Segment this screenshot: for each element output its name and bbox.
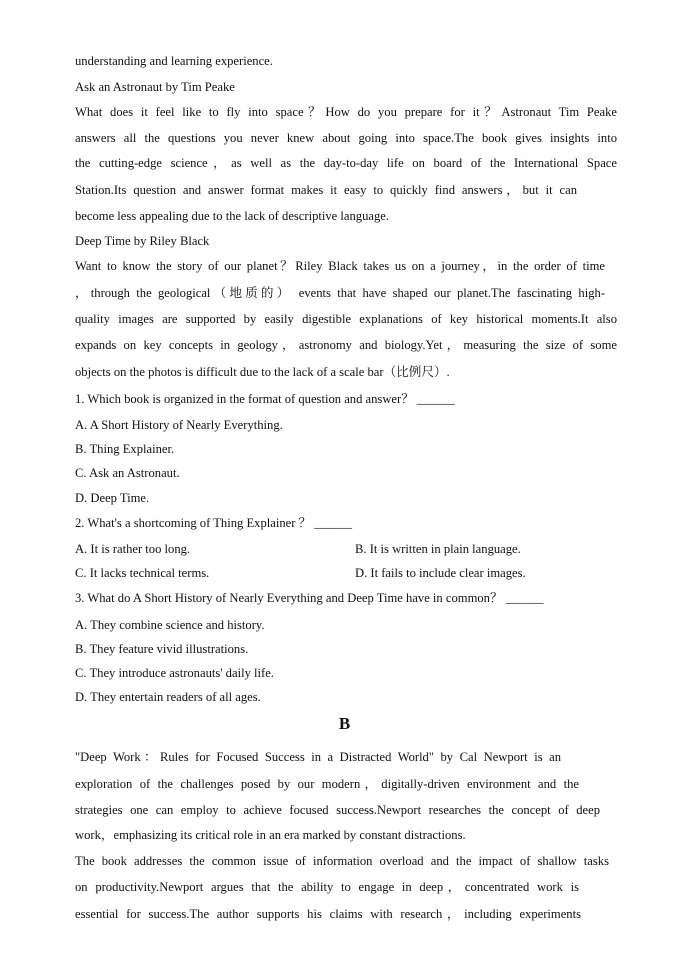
- paragraph-line: ，through the geological（地质的） events that have shaped our planet.The fascinating high-: [75, 286, 605, 300]
- paragraph-line: exploration of the challenges posed by our modern，digitally-driven environment and the: [75, 777, 579, 791]
- paragraph-line: strategies one can employ to achieve focused success.Newport researches the concept of deep: [75, 803, 600, 817]
- question-3-option-b: B. They feature vivid illustrations.: [75, 642, 249, 656]
- paragraph-line: quality images are supported by easily digestible explanations of key historical moments.It also: [75, 312, 617, 326]
- paragraph-line: expands on key concepts in geology，astronomy and biology.Yet，measuring the size of some: [75, 338, 617, 352]
- question-1-stem: 1. Which book is organized in the format of question and answer？ ______: [75, 392, 455, 406]
- paragraph-line: Want to know the story of our planet？Riley Black takes us on a journey，in the order of time: [75, 259, 605, 273]
- paragraph-line: answers all the questions you never knew about going into space.The book gives insights into: [75, 131, 617, 145]
- question-1-option-a: A. A Short History of Nearly Everything.: [75, 418, 283, 432]
- paragraph-line: become less appealing due to the lack of descriptive language.: [75, 209, 390, 223]
- question-2-stem: 2. What's a shortcoming of Thing Explainer ？ ______: [75, 516, 353, 530]
- paragraph-line: "Deep Work：Rules for Focused Success in a Distracted World" by Cal Newport is an: [75, 750, 561, 764]
- question-3-stem: 3. What do A Short History of Nearly Everything and Deep Time have in common？ ______: [75, 591, 544, 605]
- paragraph-line: objects on the photos is difficult due to the lack of a scale bar（比例尺）.: [75, 365, 450, 379]
- question-3-option-d: D. They entertain readers of all ages.: [75, 690, 261, 704]
- book-title-ask-an-astronaut: Ask an Astronaut by Tim Peake: [75, 80, 235, 94]
- question-1-option-d: D. Deep Time.: [75, 491, 150, 505]
- section-heading-b: B: [338, 714, 351, 733]
- paragraph-line: work，emphasizing its critical role in an era marked by constant distractions.: [75, 828, 466, 842]
- paragraph-line: essential for success.The author supports his claims with research，including experiments: [75, 907, 581, 921]
- question-3-option-a: A. They combine science and history.: [75, 618, 265, 632]
- book-title-deep-time: Deep Time by Riley Black: [75, 234, 210, 248]
- question-2-option-d: D. It fails to include clear images.: [355, 566, 526, 580]
- intro-tail: understanding and learning experience.: [75, 54, 273, 68]
- question-2-option-a: A. It is rather too long.: [75, 542, 191, 556]
- question-2-option-b: B. It is written in plain language.: [355, 542, 521, 556]
- paragraph-line: Station.Its question and answer format makes it easy to quickly find answers，but it can: [75, 183, 577, 197]
- question-3-option-c: C. They introduce astronauts' daily life.: [75, 666, 274, 680]
- question-1-option-b: B. Thing Explainer.: [75, 442, 175, 456]
- paragraph-line: on productivity.Newport argues that the ability to engage in deep，concentrated work is: [75, 880, 579, 894]
- paragraph-line: What does it feel like to fly into space？How do you prepare for it？Astronaut Tim Peake: [75, 105, 617, 119]
- question-2-option-c: C. It lacks technical terms.: [75, 566, 210, 580]
- paragraph-line: the cutting-edge science，as well as the day-to-day life on board of the International Space: [75, 156, 617, 170]
- question-1-option-c: C. Ask an Astronaut.: [75, 466, 180, 480]
- paragraph-line: The book addresses the common issue of information overload and the impact of shallow tasks: [75, 854, 609, 868]
